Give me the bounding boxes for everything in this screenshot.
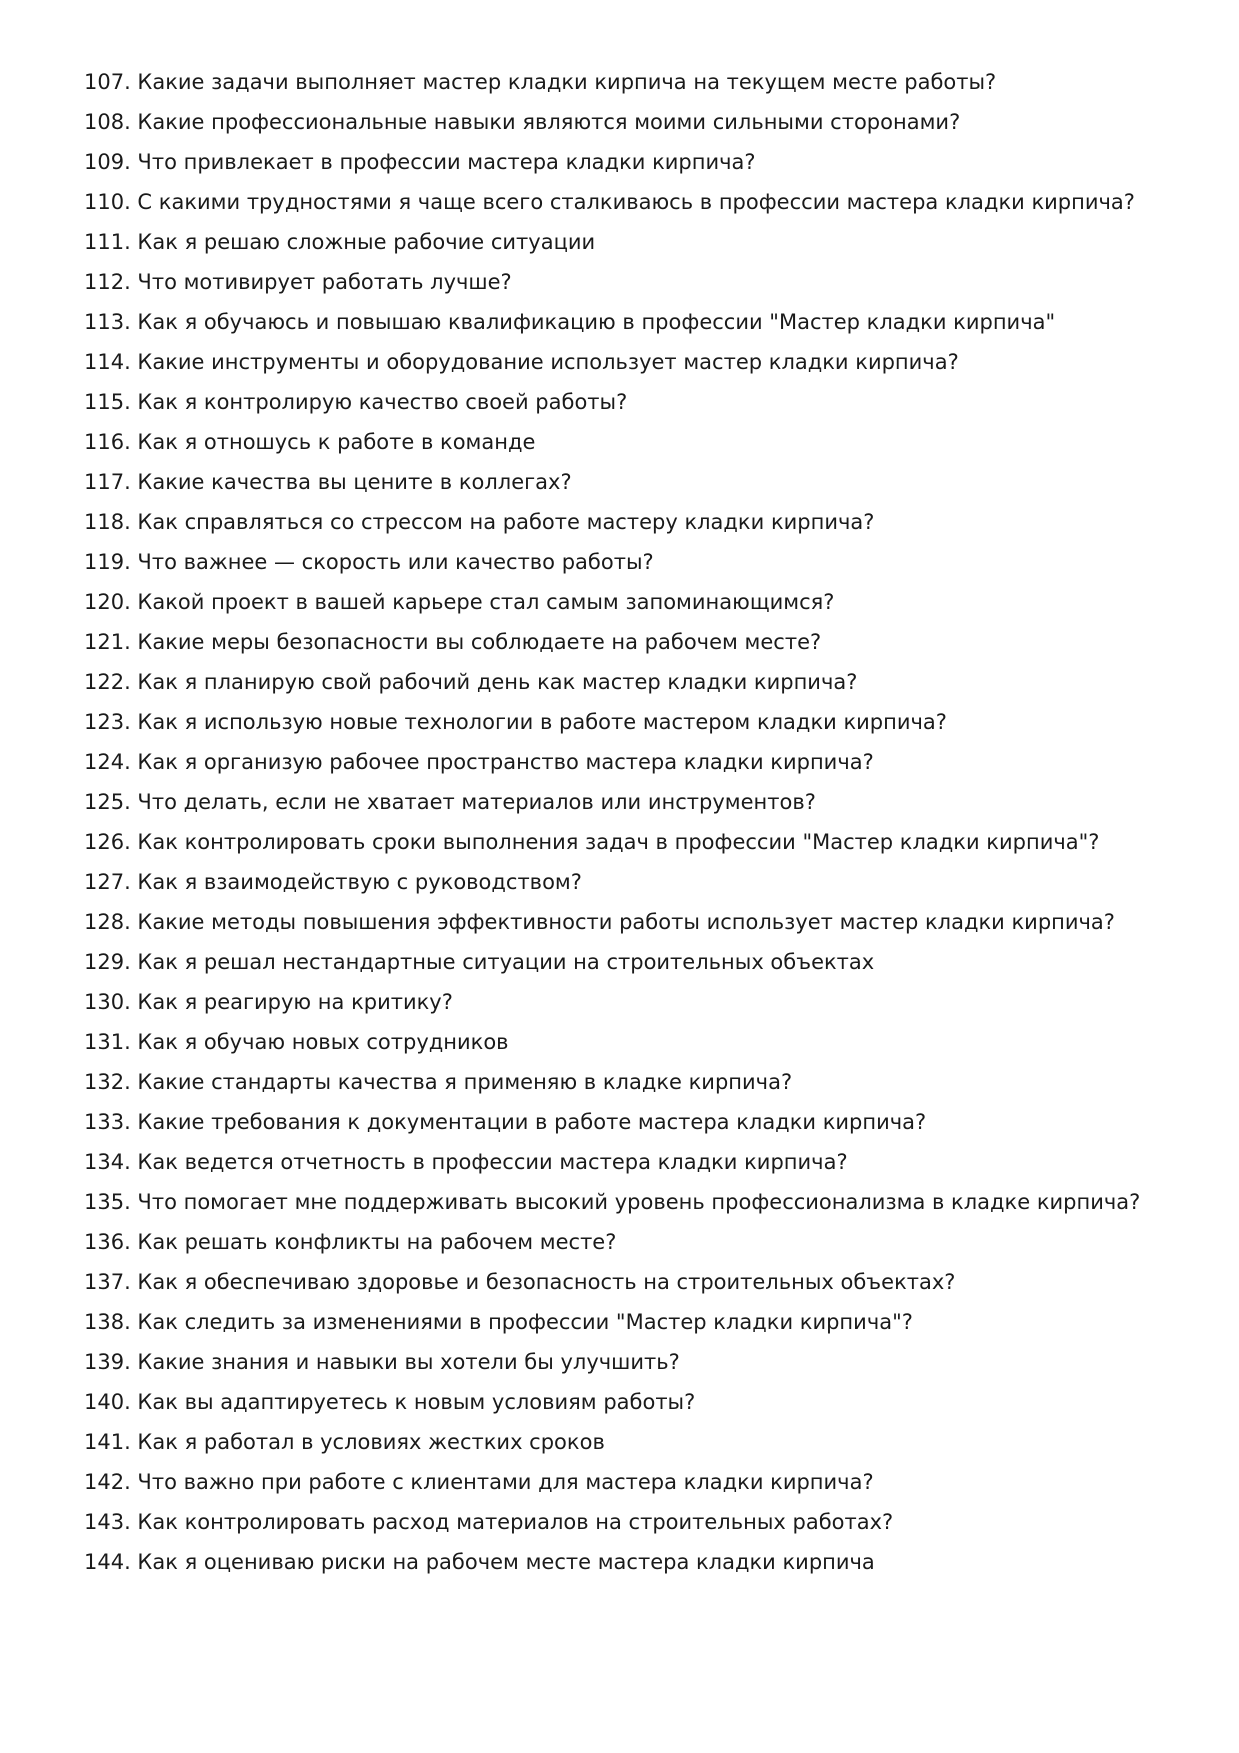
list-item: 133. Какие требования к документации в работе мастера кладки кирпича? <box>84 1110 927 1134</box>
list-item: 118. Как справляться со стрессом на работе мастеру кладки кирпича? <box>84 510 875 534</box>
list-item: 127. Как я взаимодействую с руководством? <box>84 870 582 894</box>
list-item: 137. Как я обеспечиваю здоровье и безопасность на строительных объектах? <box>84 1270 956 1294</box>
list-item: 107. Какие задачи выполняет мастер кладки кирпича на текущем месте работы? <box>84 70 997 94</box>
list-item: 110. С какими трудностями я чаще всего сталкиваюсь в профессии мастера кладки кирпича? <box>84 190 1135 214</box>
list-item: 123. Как я использую новые технологии в работе мастером кладки кирпича? <box>84 710 947 734</box>
list-item: 121. Какие меры безопасности вы соблюдаете на рабочем месте? <box>84 630 822 654</box>
list-item: 129. Как я решал нестандартные ситуации на строительных объектах <box>84 950 875 974</box>
question-list <box>84 62 1164 1582</box>
list-item: 136. Как решать конфликты на рабочем месте? <box>84 1230 617 1254</box>
list-item: 141. Как я работал в условиях жестких сроков <box>84 1430 605 1454</box>
list-item: 125. Что делать, если не хватает материалов или инструментов? <box>84 790 816 814</box>
list-item: 109. Что привлекает в профессии мастера кладки кирпича? <box>84 150 756 174</box>
list-item: 131. Как я обучаю новых сотрудников <box>84 1030 509 1054</box>
list-item: 117. Какие качества вы цените в коллегах? <box>84 470 572 494</box>
list-item: 120. Какой проект в вашей карьере стал самым запоминающимся? <box>84 590 835 614</box>
list-item: 112. Что мотивирует работать лучше? <box>84 270 512 294</box>
list-item: 126. Как контролировать сроки выполнения задач в профессии "Мастер кладки кирпича"? <box>84 830 1100 854</box>
list-item: 122. Как я планирую свой рабочий день как мастер кладки кирпича? <box>84 670 858 694</box>
list-item: 130. Как я реагирую на критику? <box>84 990 453 1014</box>
list-item: 119. Что важнее — скорость или качество работы? <box>84 550 654 574</box>
list-item: 116. Как я отношусь к работе в команде <box>84 430 536 454</box>
list-item: 134. Как ведется отчетность в профессии мастера кладки кирпича? <box>84 1150 848 1174</box>
list-item: 111. Как я решаю сложные рабочие ситуации <box>84 230 596 254</box>
list-item: 128. Какие методы повышения эффективности работы использует мастер кладки кирпича? <box>84 910 1115 934</box>
list-item: 115. Как я контролирую качество своей работы? <box>84 390 628 414</box>
list-item: 144. Как я оцениваю риски на рабочем месте мастера кладки кирпича <box>84 1550 875 1574</box>
list-item: 108. Какие профессиональные навыки являются моими сильными сторонами? <box>84 110 961 134</box>
list-item: 140. Как вы адаптируетесь к новым условиям работы? <box>84 1390 696 1414</box>
list-item: 114. Какие инструменты и оборудование использует мастер кладки кирпича? <box>84 350 959 374</box>
list-item: 135. Что помогает мне поддерживать высокий уровень профессионализма в кладке кирпича? <box>84 1190 1141 1214</box>
list-item: 143. Как контролировать расход материалов на строительных работах? <box>84 1510 894 1534</box>
list-item: 139. Какие знания и навыки вы хотели бы улучшить? <box>84 1350 680 1374</box>
list-item: 113. Как я обучаюсь и повышаю квалификацию в профессии "Мастер кладки кирпича" <box>84 310 1056 334</box>
list-item: 132. Какие стандарты качества я применяю в кладке кирпича? <box>84 1070 793 1094</box>
list-item: 124. Как я организую рабочее пространство мастера кладки кирпича? <box>84 750 874 774</box>
list-item: 138. Как следить за изменениями в профессии "Мастер кладки кирпича"? <box>84 1310 913 1334</box>
list-item: 142. Что важно при работе с клиентами для мастера кладки кирпича? <box>84 1470 874 1494</box>
